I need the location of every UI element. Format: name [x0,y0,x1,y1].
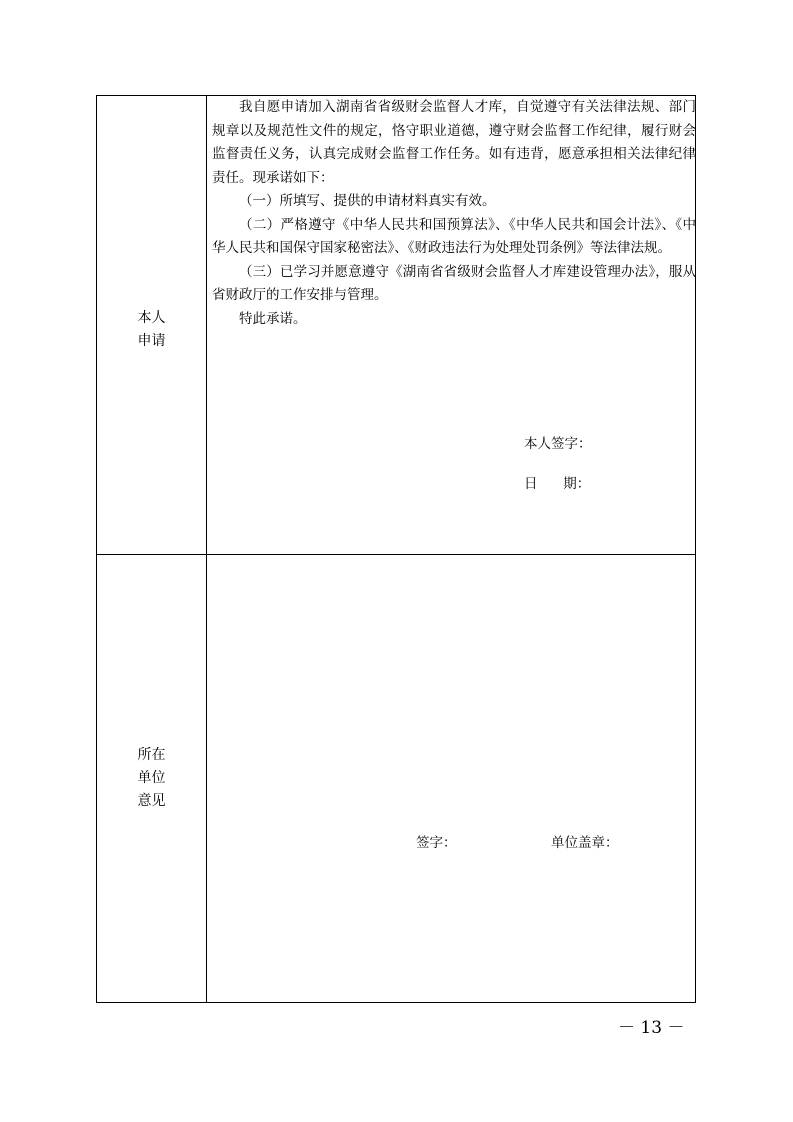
unit-seal-label: 单位盖章： [551,835,619,851]
label-line: 本人 [137,310,166,326]
pledge-paragraph: （一）所填写、提供的申请材料真实有效。 [239,193,496,209]
page-number: － 13 － [618,1018,685,1038]
signature-label: 本人签字： [524,436,592,452]
pledge-paragraph: （三）已学习并愿意遵守《湖南省省级财会监督人才库建设管理办法》，服从省财政厅的工作安排与管理。 [212,263,696,303]
row-divider [97,554,695,555]
personal-application-label [97,307,206,353]
label-line: 申请 [137,333,166,349]
label-line: 单位 [137,770,166,786]
column-divider [206,96,207,1002]
application-form-table [96,95,696,1003]
pledge-paragraph: （二）严格遵守《中华人民共和国预算法》、《中华人民共和国会计法》、《中华人民共和国保守国家秘密法》、《财政违法行为处理处罚条例》等法律法规。 [212,216,696,256]
pledge-paragraph: 我自愿申请加入湖南省省级财会监督人才库，自觉遵守有关法律法规、部门规章以及规范性文件的规定，恪守职业道德，遵守财会监督工作纪律，履行财会监督责任义务，认真完成财会监督工作任务。如有违背，愿意承担相关法律纪律责任。现承诺如下： [212,99,696,186]
pledge-text [212,96,696,331]
pledge-paragraph: 特此承诺。 [239,310,307,327]
unit-sign-label: 签字： [416,835,457,851]
label-line: 所在 [137,747,166,763]
date-label: 日 期： [524,476,591,492]
label-line: 意见 [137,793,166,809]
unit-opinion-label [97,744,206,813]
